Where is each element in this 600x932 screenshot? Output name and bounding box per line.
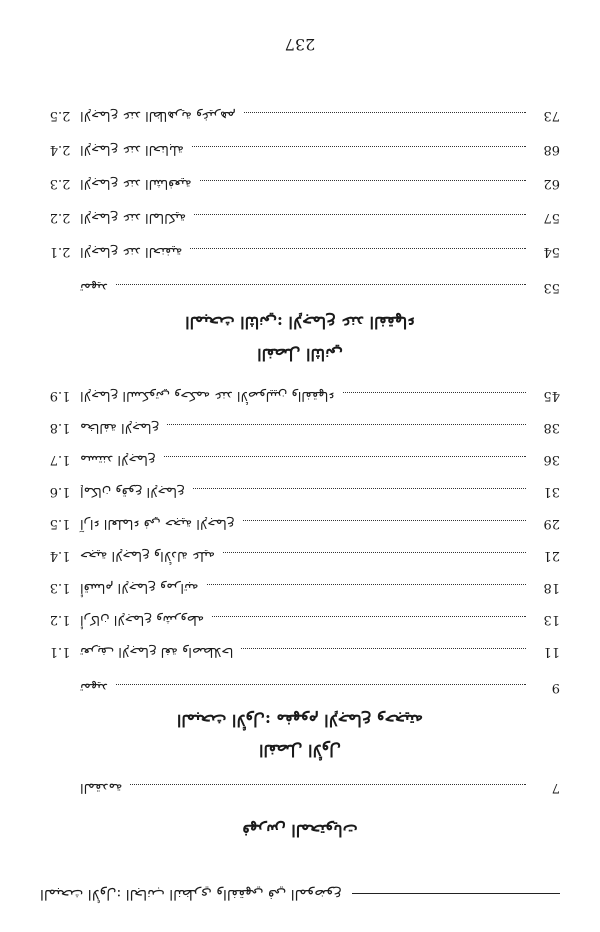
toc-row[interactable] bbox=[40, 644, 560, 664]
toc-row-page: 68 bbox=[543, 142, 560, 157]
chapter2-label: الفصل الثاني bbox=[257, 345, 343, 364]
dot-leader bbox=[343, 392, 526, 394]
chapter2-title: المبحث الثاني: الإجماع عند الفقهاء bbox=[185, 313, 415, 332]
toc-row-title: الإجماع عند الشافعية bbox=[80, 176, 192, 191]
toc-row-preface[interactable] bbox=[40, 780, 560, 800]
toc-row-num: 1.3 bbox=[49, 580, 71, 595]
dot-leader bbox=[241, 648, 526, 650]
toc-row-page: 7 bbox=[551, 780, 560, 795]
toc-row-num: 1.5 bbox=[49, 516, 71, 531]
toc-row-title: الإجماع عند الظاهرية وغيرهم bbox=[80, 108, 236, 123]
dot-leader bbox=[167, 424, 526, 426]
toc-row-page: 45 bbox=[543, 388, 560, 403]
toc-row[interactable] bbox=[40, 388, 560, 408]
toc-row-title: الإجماع عند الحنفية bbox=[80, 244, 183, 259]
toc-row-title: الإجماع عند الحنابلة bbox=[80, 142, 184, 157]
toc-row-title: تعريف الإجماع لغة واصطلاحا bbox=[80, 644, 234, 659]
toc-row-num: 2.4 bbox=[49, 142, 71, 157]
toc-row[interactable] bbox=[40, 210, 560, 230]
toc-row-num: 1.7 bbox=[49, 452, 71, 467]
toc-row-page: 13 bbox=[543, 612, 560, 627]
toc-row-title: آراء العلماء في حجية الإجماع bbox=[80, 516, 235, 531]
toc-row-page: 62 bbox=[543, 176, 560, 191]
toc-row[interactable] bbox=[40, 244, 560, 264]
toc-row-page: 36 bbox=[543, 452, 560, 467]
toc-row-num: 1.2 bbox=[49, 612, 71, 627]
toc-row-page: 57 bbox=[543, 210, 560, 225]
dot-leader bbox=[200, 180, 526, 182]
toc-row-title: تمهيد bbox=[80, 680, 108, 695]
toc-row[interactable] bbox=[40, 142, 560, 162]
toc-row-num: 1.8 bbox=[49, 420, 71, 435]
toc-row-ch1-intro[interactable] bbox=[40, 680, 560, 700]
dot-leader bbox=[130, 784, 526, 786]
toc-row-page: 38 bbox=[543, 420, 560, 435]
toc-row-page: 9 bbox=[551, 680, 560, 695]
toc-row[interactable] bbox=[40, 612, 560, 632]
toc-row[interactable] bbox=[40, 452, 560, 472]
toc-row-title: مخالفة الإجماع bbox=[80, 420, 160, 435]
toc-row-num: 1.4 bbox=[49, 548, 71, 563]
toc-row-title: إمكان وقوع الإجماع bbox=[80, 484, 185, 499]
dot-leader bbox=[192, 146, 526, 148]
toc-row[interactable] bbox=[40, 108, 560, 128]
toc-row-num: 1.9 bbox=[49, 388, 71, 403]
dot-leader bbox=[116, 284, 526, 286]
toc-row-page: 11 bbox=[543, 644, 560, 659]
toc-row[interactable] bbox=[40, 548, 560, 568]
contents-title: فهرس المحتويات bbox=[242, 821, 358, 840]
dot-leader bbox=[116, 684, 526, 686]
toc-row-title: المقدمة bbox=[80, 780, 123, 795]
toc-row-num: 2.3 bbox=[49, 176, 71, 191]
toc-row-page: 21 bbox=[543, 548, 560, 563]
toc-row[interactable] bbox=[40, 580, 560, 600]
toc-row-num: 2.5 bbox=[49, 108, 71, 123]
dot-leader bbox=[223, 552, 526, 554]
dot-leader bbox=[164, 456, 526, 458]
toc-row[interactable] bbox=[40, 484, 560, 504]
toc-row-page: 18 bbox=[543, 580, 560, 595]
toc-row-title: أركان الإجماع وشروطه bbox=[80, 612, 205, 627]
toc-row-title: مستند الإجماع bbox=[80, 452, 156, 467]
toc-row-title: تمهيد bbox=[80, 280, 108, 295]
toc-row[interactable] bbox=[40, 176, 560, 196]
toc-row-num: 2.1 bbox=[49, 244, 71, 259]
toc-row-title: أقسام الإجماع ومراتبه bbox=[80, 580, 199, 595]
table-of-contents bbox=[40, 0, 560, 932]
toc-row-page: 54 bbox=[543, 244, 560, 259]
toc-row[interactable] bbox=[40, 516, 560, 536]
toc-row-title: الإجماع عند المالكية bbox=[80, 210, 187, 225]
toc-row-page: 31 bbox=[543, 484, 560, 499]
toc-row-page: 29 bbox=[543, 516, 560, 531]
chapter1-label: الفصل الأول bbox=[259, 741, 341, 760]
toc-row-page: 53 bbox=[543, 280, 560, 295]
running-head-text: المبحث الأول: الجانب النظري والفقهي في الموضوع bbox=[40, 886, 342, 902]
dot-leader bbox=[207, 584, 526, 586]
toc-row-title: حجية الإجماع والأدلة عليه bbox=[80, 548, 215, 563]
chapter1-title: المبحث الأول: مفهوم الإجماع وحجيته bbox=[176, 711, 424, 730]
toc-row[interactable] bbox=[40, 420, 560, 440]
dot-leader bbox=[190, 248, 526, 250]
dot-leader bbox=[244, 112, 526, 114]
toc-row-ch2-intro[interactable] bbox=[40, 280, 560, 300]
toc-row-page: 73 bbox=[543, 108, 560, 123]
toc-row-num: 1.1 bbox=[49, 644, 71, 659]
toc-row-title: الإجماع السكوتي وحكمه عند الأصوليين والفقهاء bbox=[80, 388, 335, 403]
dot-leader bbox=[194, 214, 526, 216]
toc-row-num: 2.2 bbox=[49, 210, 71, 225]
toc-row-num: 1.6 bbox=[49, 484, 71, 499]
dot-leader bbox=[212, 616, 526, 618]
dot-leader bbox=[243, 520, 526, 522]
page-number: 237 bbox=[284, 35, 316, 54]
dot-leader bbox=[193, 488, 526, 490]
